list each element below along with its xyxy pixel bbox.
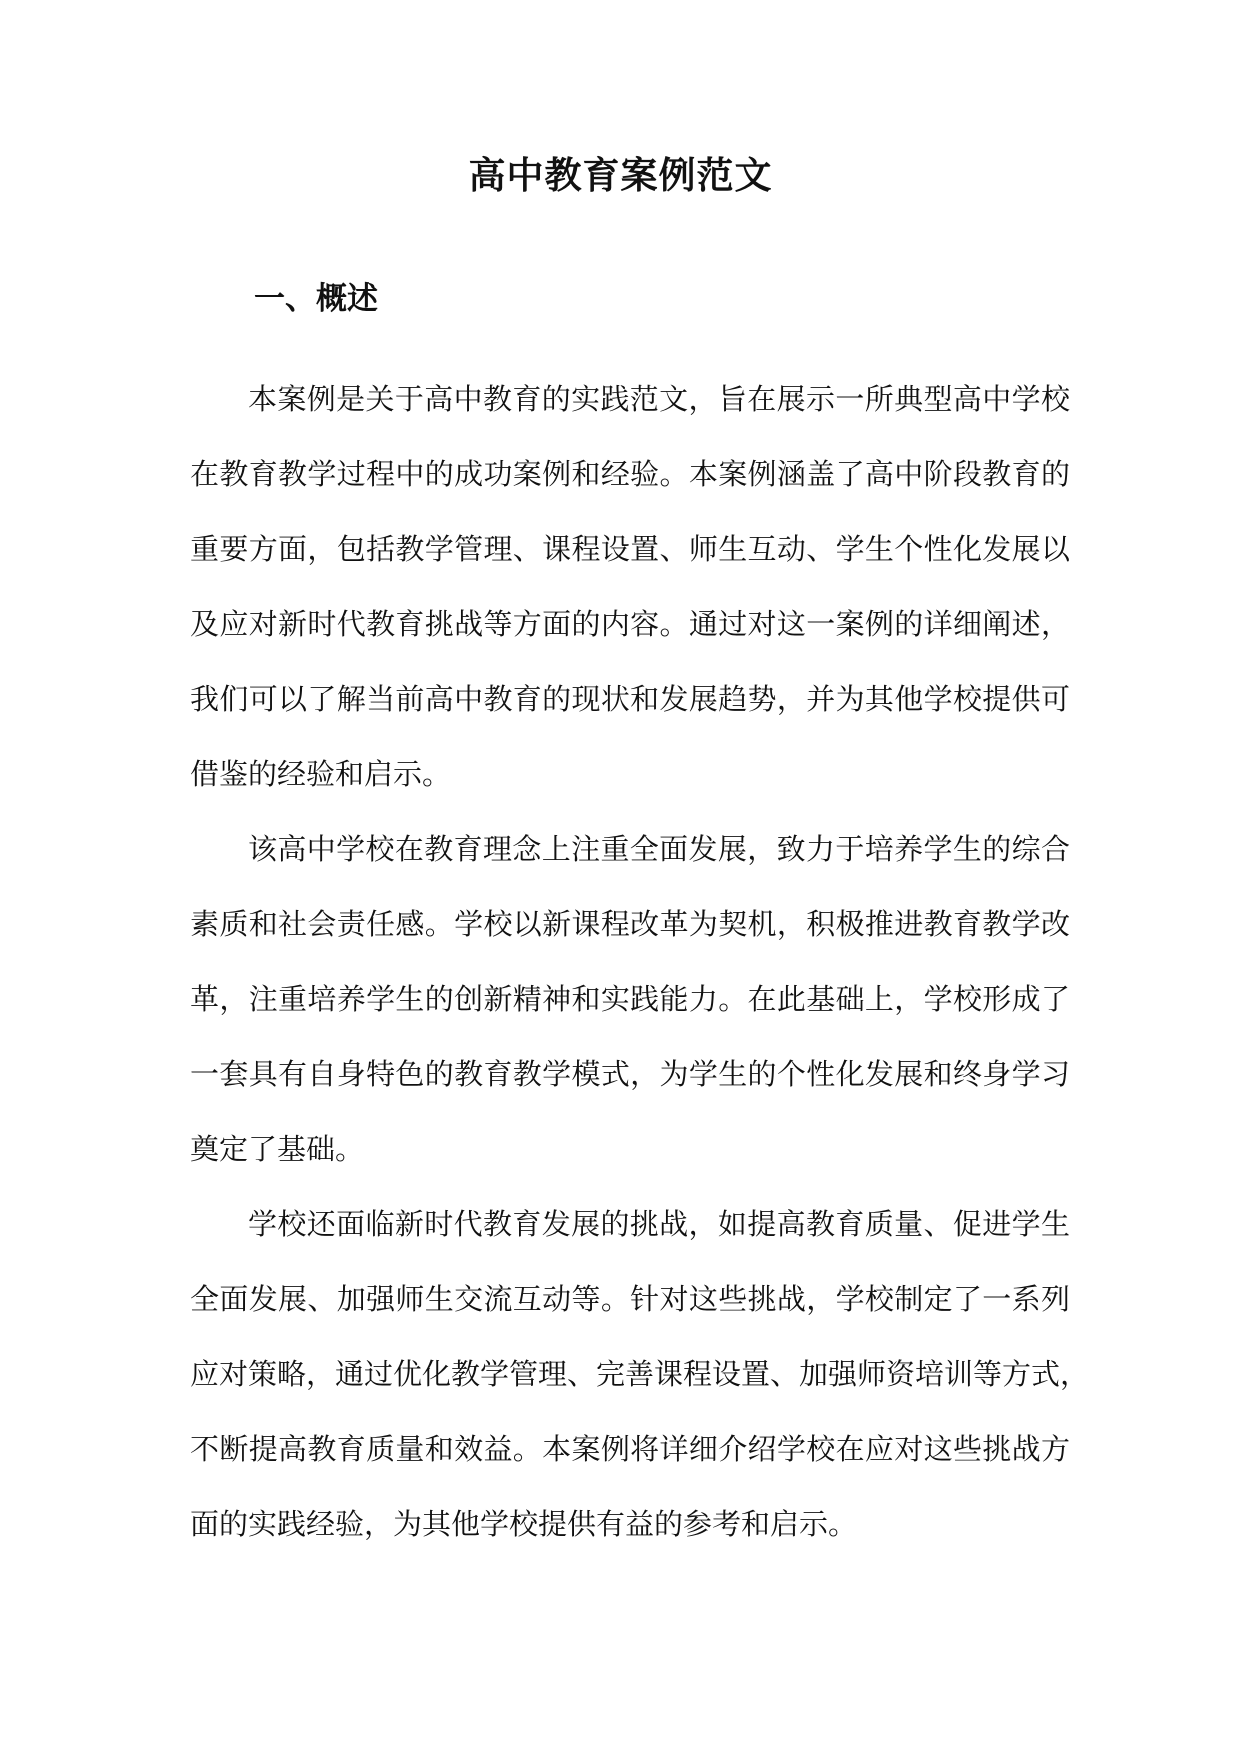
paragraph-3 [190, 1187, 1090, 1562]
paragraph-line: 该高中学校在教育理念上注重全面发展，致力于培养学生的综合 [248, 832, 1070, 866]
paragraph-line: 在教育教学过程中的成功案例和经验。本案例涵盖了高中阶段教育的 [190, 457, 1070, 491]
section-heading-overview: 一、概述 [254, 281, 378, 317]
paragraph-line: 不断提高教育质量和效益。本案例将详细介绍学校在应对这些挑战方 [190, 1432, 1070, 1466]
paragraph-line: 我们可以了解当前高中教育的现状和发展趋势，并为其他学校提供可 [190, 682, 1070, 716]
paragraph-line: 全面发展、加强师生交流互动等。针对这些挑战，学校制定了一系列 [190, 1282, 1070, 1316]
paragraph-line: 及应对新时代教育挑战等方面的内容。通过对这一案例的详细阐述， [190, 607, 1070, 641]
paragraph-2 [190, 812, 1070, 1187]
paragraph-line: 面的实践经验，为其他学校提供有益的参考和启示。 [190, 1507, 858, 1541]
paragraph-1 [190, 362, 1070, 812]
paragraph-line: 应对策略，通过优化教学管理、完善课程设置、加强师资培训等方式， [190, 1357, 1090, 1391]
paragraph-line: 一套具有自身特色的教育教学模式，为学生的个性化发展和终身学习 [190, 1057, 1070, 1091]
paragraph-line: 奠定了基础。 [190, 1132, 365, 1166]
paragraph-line: 学校还面临新时代教育发展的挑战，如提高教育质量、促进学生 [248, 1207, 1070, 1241]
paragraph-line: 革，注重培养学生的创新精神和实践能力。在此基础上，学校形成了 [190, 982, 1070, 1016]
paragraph-line: 素质和社会责任感。学校以新课程改革为契机，积极推进教育教学改 [190, 907, 1070, 941]
paragraph-line: 重要方面，包括教学管理、课程设置、师生互动、学生个性化发展以 [190, 532, 1070, 566]
section-body [190, 362, 1090, 1562]
paragraph-line: 本案例是关于高中教育的实践范文，旨在展示一所典型高中学校 [248, 382, 1070, 416]
document-title: 高中教育案例范文 [468, 153, 773, 197]
paragraph-line: 借鉴的经验和启示。 [190, 757, 452, 791]
